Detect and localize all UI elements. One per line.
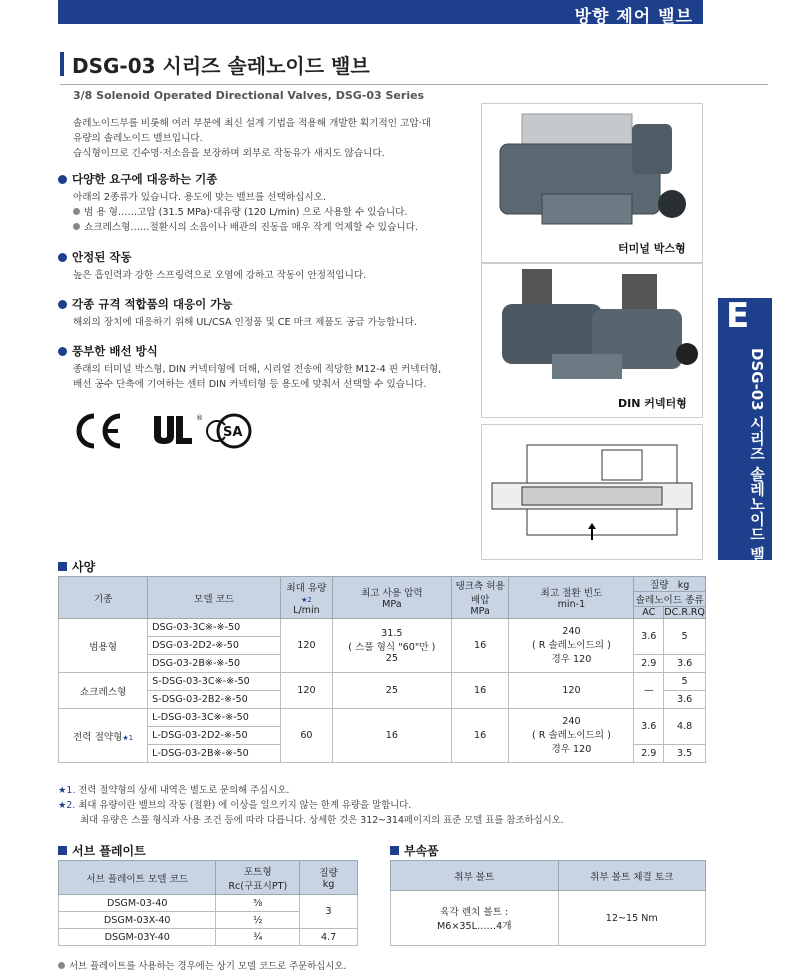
spec-section-title: 사양 — [58, 558, 95, 575]
type-cell: 범용형 — [59, 619, 148, 673]
col-model: 모델 코드 — [148, 577, 281, 619]
col-pressure: 최고 사용 압력 MPa — [332, 577, 451, 619]
col-flow: 최대 유량★2 L/min — [281, 577, 333, 619]
col-subplate-mass: 질량 kg — [300, 861, 358, 895]
csa-logo — [207, 415, 250, 447]
ce-logo — [79, 416, 120, 446]
freq-cell: 120 — [509, 673, 634, 709]
model-cell: L-DSG-03-2B※-※-50 — [148, 745, 281, 763]
side-tab-label: DSG-03 시리즈 솔레노이드 밸브 — [748, 348, 766, 577]
feature-text: 해외의 장치에 대응하기 위해 UL/CSA 인정품 및 CE 마크 제품도 공급 가능합니다. — [73, 317, 417, 328]
terminal-box-caption: 터미널 박스형 — [618, 242, 686, 255]
col-tank: 탱크측 허용 배압 MPa — [451, 577, 509, 619]
title-divider — [60, 84, 768, 85]
page-title: DSG-03 시리즈 솔레노이드 밸브 — [72, 54, 370, 78]
din-connector-caption: DIN 커넥터형 — [618, 397, 687, 410]
col-mass: 질량 kg — [634, 577, 706, 592]
pressure-cell: 16 — [332, 709, 451, 763]
col-port: 포트형 Rc(구표시PT) — [216, 861, 300, 895]
model-cell: DSG-03-2D2-※-50 — [148, 637, 281, 655]
col-ac: AC — [634, 607, 664, 619]
dc-cell: 3.6 — [664, 691, 706, 709]
col-torque: 취부 볼트 체결 토크 — [558, 861, 706, 891]
subplate-table — [58, 860, 358, 946]
ac-cell: — — [634, 673, 664, 709]
type-cell: 전력 절약형★1 — [59, 709, 148, 763]
feature-1 — [58, 171, 468, 235]
cert-logos — [72, 408, 272, 454]
table-row — [59, 673, 706, 691]
feature-2 — [58, 249, 468, 283]
model-cell: DSG-03-3C※-※-50 — [148, 619, 281, 637]
feature-text: 높은 흡인력과 강한 스프링력으로 오염에 강하고 작동이 안정적입니다. — [73, 270, 367, 281]
tank-cell: 16 — [451, 619, 509, 673]
ul-logo — [154, 414, 203, 444]
col-dc: DC.R.RQ — [664, 607, 705, 618]
feature-heading: 풍부한 배선 방식 — [72, 344, 158, 358]
flow-cell: 120 — [281, 619, 333, 673]
dc-cell: 5 — [664, 619, 706, 655]
terminal-box-photo — [481, 103, 703, 263]
subplate-footnote: 서브 플레이트를 사용하는 경우에는 상기 모델 코드로 주문하십시오. — [58, 959, 346, 974]
intro-line: 유량의 솔레노이드 밸브입니다. — [73, 133, 203, 144]
header-category: 방향 제어 밸브 — [574, 7, 693, 27]
note-line: ★1. 전력 절약형의 상세 내역은 별도로 문의해 주십시오. — [58, 785, 290, 796]
cross-section-drawing — [481, 424, 703, 560]
side-tab-letter: E — [726, 296, 750, 336]
spec-notes — [58, 783, 758, 828]
section-marker — [58, 562, 67, 571]
table-row — [59, 709, 706, 727]
page-subtitle: 3/8 Solenoid Operated Directional Valves, DSG-03 Series — [73, 89, 425, 102]
subplate-section-title: 서브 플레이트 — [58, 842, 146, 859]
bullet-dot — [73, 223, 80, 230]
dc-cell: 3.6 — [664, 655, 706, 673]
bullet-dot — [58, 347, 67, 356]
feature-3 — [58, 296, 468, 330]
table-row: DSGM-03-40 ⅜ 3 — [59, 895, 358, 912]
bullet-dot — [58, 300, 67, 309]
table-row: DSGM-03X-40 ½ — [59, 912, 358, 929]
feature-heading: 각종 규격 적합품의 대응이 가능 — [72, 297, 233, 311]
col-subplate-model: 서브 플레이트 모델 코드 — [59, 861, 216, 895]
svg-text:SA: SA — [223, 425, 243, 440]
feature-heading: 안정된 작동 — [72, 250, 132, 264]
model-cell: S-DSG-03-2B2-※-50 — [148, 691, 281, 709]
accessory-section-title: 부속품 — [390, 842, 439, 859]
intro-text — [73, 116, 463, 161]
section-marker — [390, 846, 399, 855]
dc-cell: 3.5 — [664, 745, 706, 763]
dc-cell: 5 — [664, 673, 706, 691]
table-row: DSGM-03Y-40 ¾ 4.7 — [59, 929, 358, 946]
ac-cell: 3.6 — [634, 619, 664, 655]
model-cell: DSG-03-2B※-※-50 — [148, 655, 281, 673]
bullet-dot — [58, 962, 65, 969]
freq-cell: 240 ( R 솔레노이드의 ) 경우 120 — [509, 709, 634, 763]
type-cell: 쇼크레스형 — [59, 673, 148, 709]
title-accent — [60, 52, 64, 76]
spec-table — [58, 576, 706, 763]
model-cell: L-DSG-03-2D2-※-50 — [148, 727, 281, 745]
model-cell: L-DSG-03-3C※-※-50 — [148, 709, 281, 727]
feature-text: 배선 공수 단축에 기여하는 센터 DIN 커넥터형 등 용도에 맞춰서 선택할 수 있습니다. — [73, 379, 427, 390]
note-line: 최대 유량은 스풀 형식과 사용 조건 등에 따라 다릅니다. 상세한 것은 312~314페이지의 표준 모델 표를 참조하십시오. — [80, 815, 564, 826]
bullet-dot — [58, 175, 67, 184]
col-bolt: 취부 볼트 — [391, 861, 559, 891]
bullet-dot — [58, 253, 67, 262]
col-type: 기종 — [59, 577, 148, 619]
intro-line: 습식형이므로 긴수명·저소음을 보장하며 외부로 작동유가 새지도 않습니다. — [73, 148, 385, 159]
model-cell: S-DSG-03-3C※-※-50 — [148, 673, 281, 691]
feature-item: 쇼크레스형……절환시의 소음이나 배관의 진동을 매우 작게 억제할 수 있습니다. — [73, 220, 468, 235]
ac-cell: 2.9 — [634, 655, 664, 673]
table-row — [59, 619, 706, 637]
ac-cell: 2.9 — [634, 745, 664, 763]
pressure-cell: 25 — [332, 673, 451, 709]
col-sol-type: 솔레노이드 종류 — [634, 592, 706, 607]
flow-cell: 120 — [281, 673, 333, 709]
intro-line: 솔레노이드부를 비롯해 여러 부분에 최신 설계 기법을 적용해 개발한 획기적인 고압·대 — [73, 118, 431, 129]
flow-cell: 60 — [281, 709, 333, 763]
col-freq: 최고 절환 빈도 min-1 — [509, 577, 634, 619]
table-row: 육각 렌치 볼트 : M6×35L……4개 12~15 Nm — [391, 891, 706, 946]
feature-heading: 다양한 요구에 대응하는 기종 — [72, 172, 218, 186]
tank-cell: 16 — [451, 673, 509, 709]
feature-text: 종래의 터미널 박스형, DIN 커넥터형에 더해, 시리얼 전송에 적당한 M12-4 핀 커넥터형, — [73, 364, 442, 375]
freq-cell: 240 ( R 솔레노이드의 ) 경우 120 — [509, 619, 634, 673]
feature-4 — [58, 343, 478, 392]
section-marker — [58, 846, 67, 855]
accessory-table — [390, 860, 706, 946]
pressure-cell: 31.5 ( 스풀 형식 "60"만 ) 25 — [332, 619, 451, 673]
feature-item: 범 용 형……고압 (31.5 MPa)·대유량 (120 L/min) 으로 사용할 수 있습니다. — [73, 205, 468, 220]
ac-cell: 3.6 — [634, 709, 664, 745]
feature-text: 아래의 2종류가 있습니다. 용도에 맞는 밸브를 선택하십시오. — [73, 192, 326, 203]
svg-text:®: ® — [196, 414, 203, 422]
dc-cell: 4.8 — [664, 709, 706, 745]
note-line: ★2. 최대 유량이란 밸브의 작동 (절환) 에 이상을 일으키지 않는 한계 유량을 말합니다. — [58, 800, 412, 811]
tank-cell: 16 — [451, 709, 509, 763]
bullet-dot — [73, 208, 80, 215]
